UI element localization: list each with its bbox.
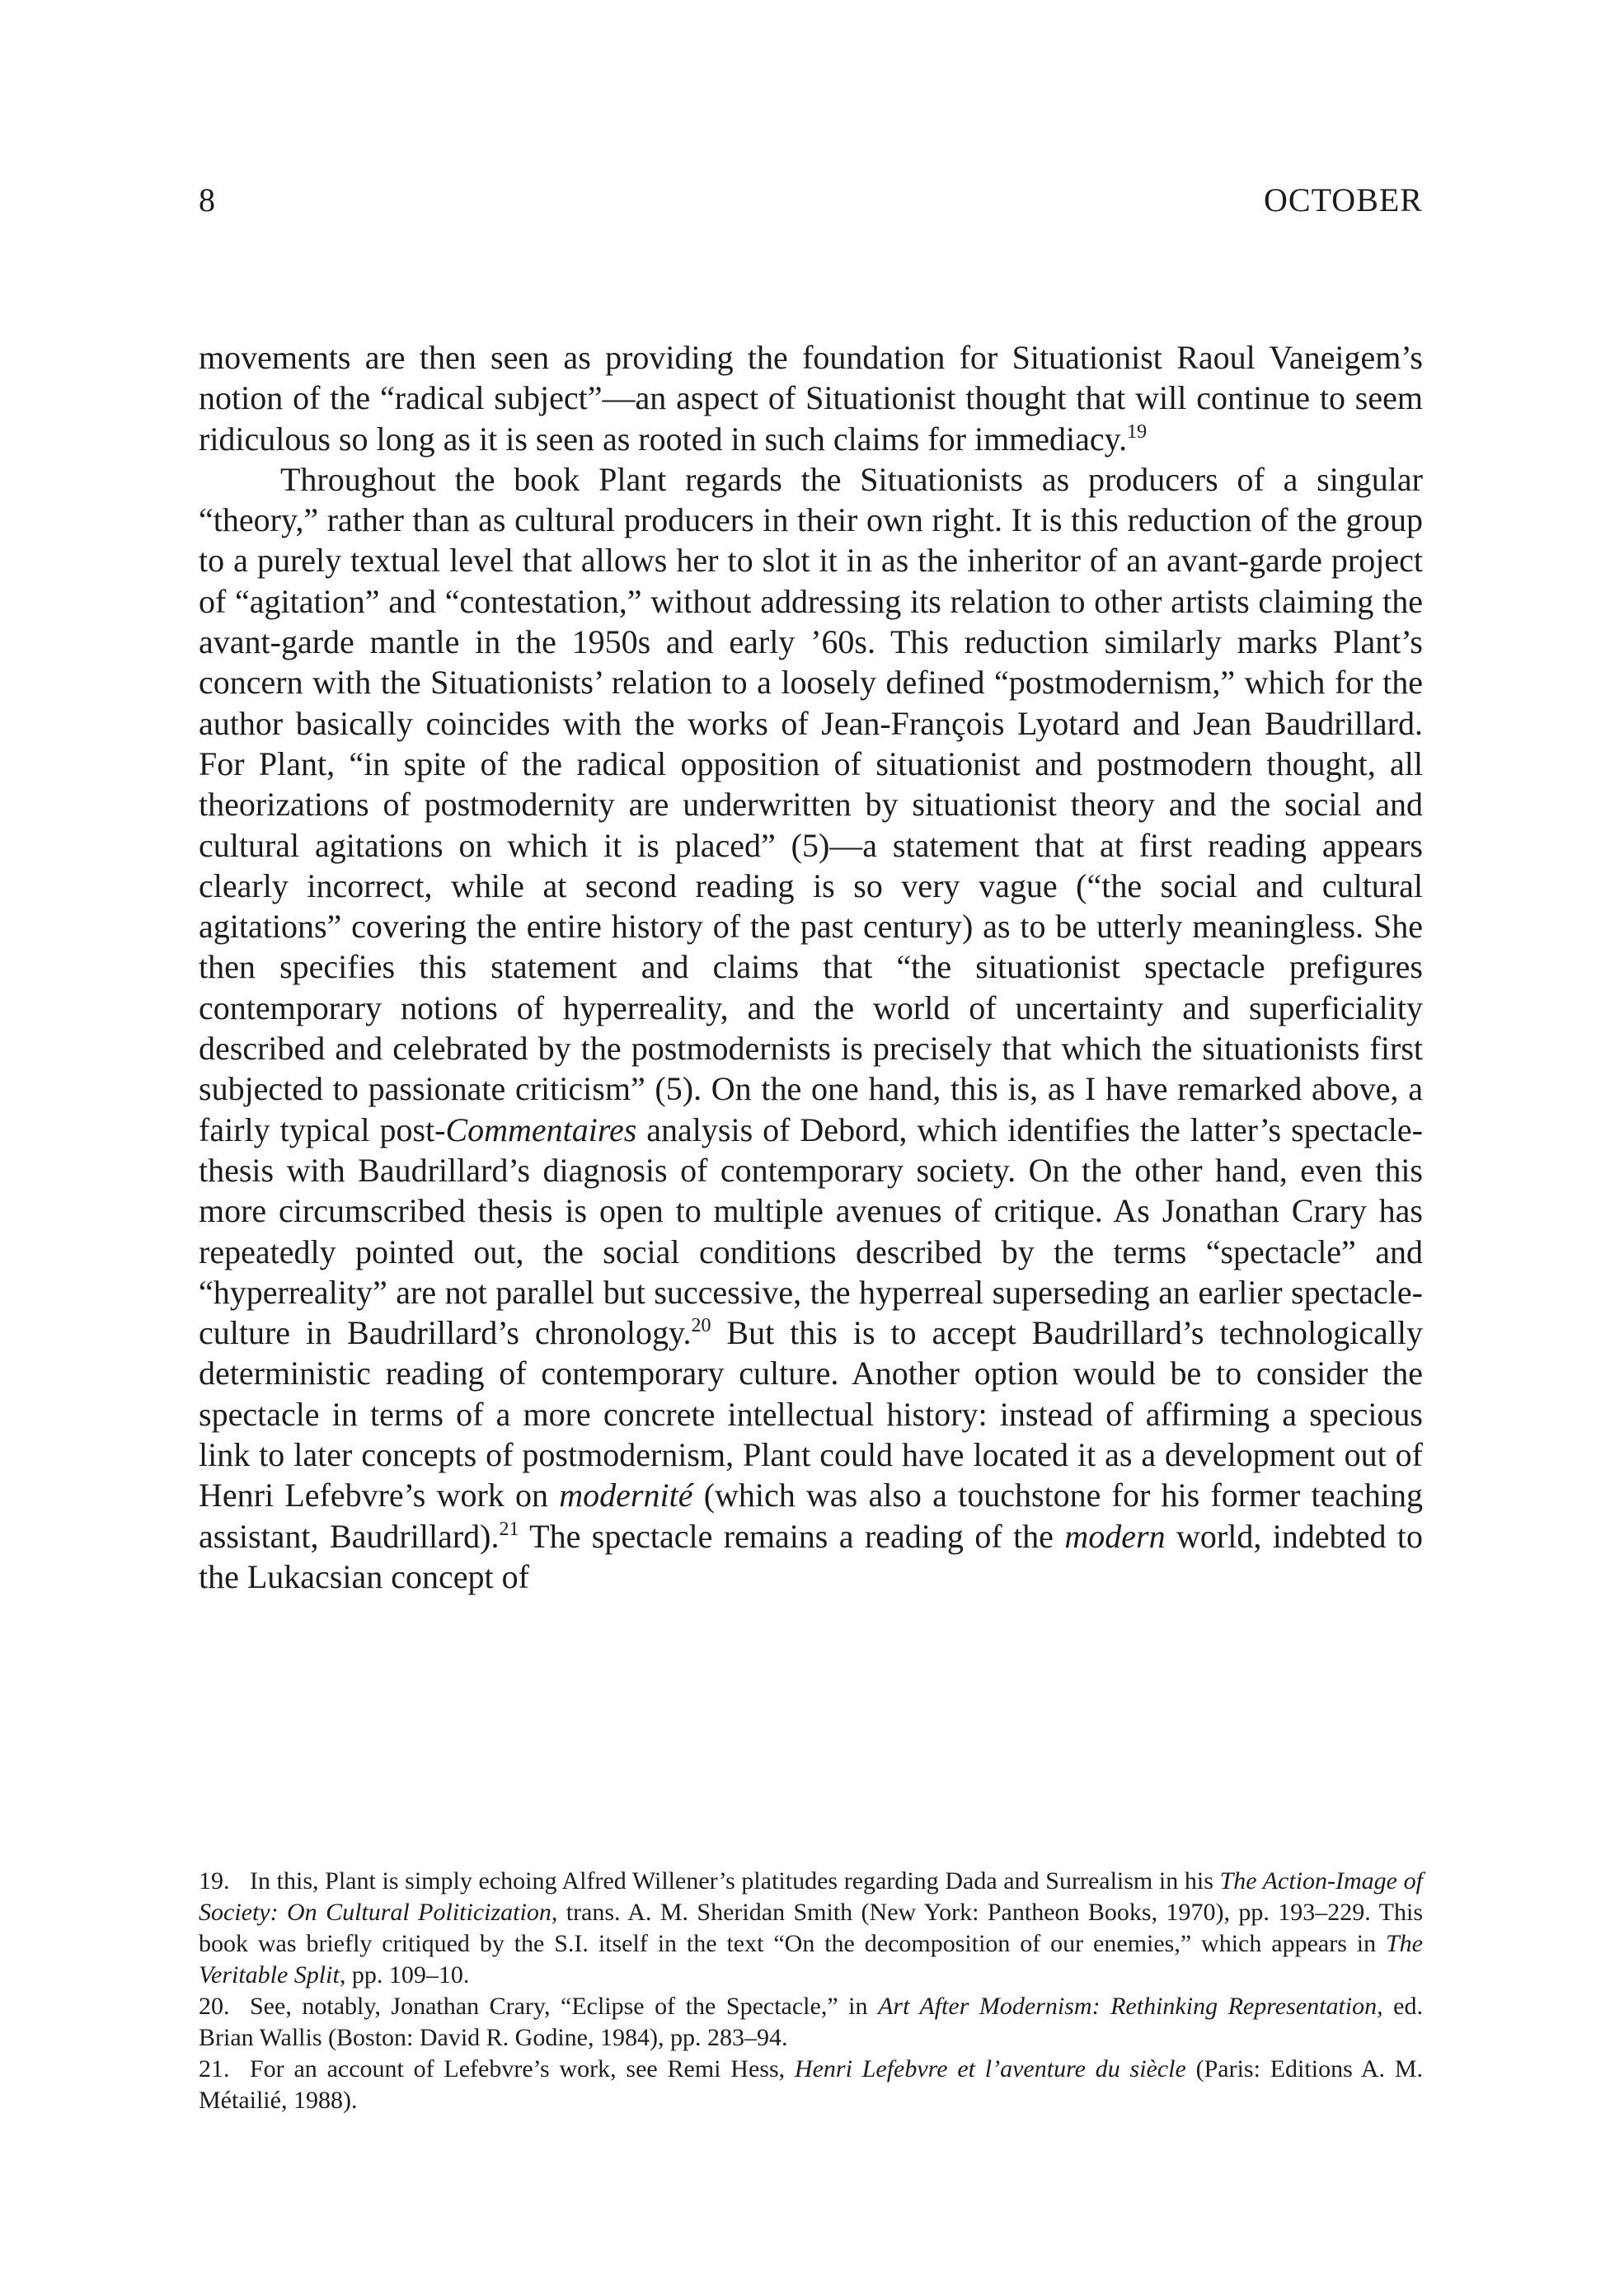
footnote-text: In this, Plant is simply echoing Alfred Willener’s platitudes regarding Dada and Surrealism in his bbox=[250, 1867, 1220, 1895]
paragraph-2-text-6: world, indebted to the Lukacsian concept of bbox=[199, 1517, 1424, 1595]
footnote-ref-20[interactable]: 20 bbox=[691, 1315, 711, 1337]
footnote-text: See, notably, Jonathan Crary, “Eclipse of the Spectacle,” in bbox=[250, 1993, 879, 2020]
paragraph-2 bbox=[199, 459, 1423, 1597]
footnote-text: trans. A. M. Sheridan Smith (New York: Pantheon Books, 1970), pp. 193–229. This book was briefly critiqued by the S.I. itself in the text “On the decomposition of our enemies,” which appears in bbox=[199, 1899, 1423, 1957]
footnote-number: 19. bbox=[199, 1867, 230, 1895]
paragraph-2-text-3: But this is to accept Baudrillard’s technologically deterministic reading of contemporary culture. Another option would be to consider the spectacle in terms of a more concrete intellectual history: instead of affirming a specious link to later concepts of postmodernism, Plant could have located it as a development out of Henri Lefebvre’s work on bbox=[199, 1314, 1424, 1514]
italic-modernite: modernité bbox=[559, 1477, 693, 1514]
footnote-italic-title: The Veritable Split, bbox=[199, 1930, 1423, 1989]
footnote-21 bbox=[199, 2054, 1423, 2116]
running-header bbox=[199, 176, 1423, 225]
paragraph-1 bbox=[199, 337, 1423, 459]
journal-title: OCTOBER bbox=[1264, 181, 1423, 218]
paragraph-2-text-4: (which was also a touchstone for his former teaching assistant, Baudrillard). bbox=[199, 1477, 1424, 1555]
footnote-italic-title: Henri Lefebvre et l’aventure du siècle bbox=[794, 2055, 1186, 2082]
page-number: 8 bbox=[199, 181, 215, 218]
main-text bbox=[199, 337, 1423, 1597]
footnote-ref-19[interactable]: 19 bbox=[1127, 420, 1148, 443]
paragraph-2-text-1: Throughout the book Plant regards the Situationists as producers of a singular “theory,” rather than as cultural producers in their own right. It is this reduction of the group to a purely textual level that allows her to slot it in as the inheritor of an avant-garde project of “agitation” and “contestation,” without addressing its relation to other artists claiming the avant-garde mantle in the 1950s and early ’60s. This reduction similarly marks Plant’s concern with the Situationists’ relation to a loosely defined “postmodernism,” which for the author basically coincides with the works of Jean-François Lyotard and Jean Baudrillard. For Plant, “in spite of the radical opposition of situationist and postmodern thought, all theorizations of postmodernity are underwritten by situationist theory and the social and cultural agitations on which it is placed” (5)—a statement that at first reading appears clearly incorrect, while at second reading is so very vague (“the social and cultural agitations” covering the entire history of the past century) as to be utterly meaningless. She then specifies this statement and claims that “the situationist spectacle prefigures contemporary notions of hyperreality, and the world of uncertainty and superficiality described and celebrated by the postmodernists is precisely that which the situationists first subjected to passionate criticism” (5). On the one hand, this is, as I have remarked above, a fairly typical post- bbox=[199, 460, 1423, 1148]
footnote-italic-title: The Action-Image of Society: On Cultural Politicization, bbox=[199, 1867, 1423, 1926]
italic-commentaires: Commentaires bbox=[445, 1110, 637, 1148]
footnote-19 bbox=[199, 1866, 1423, 1991]
paragraph-2-text-5: The spectacle remains a reading of the bbox=[519, 1517, 1065, 1555]
footnote-text: pp. 109–10. bbox=[345, 1961, 470, 1989]
footnote-text: For an account of Lefebvre’s work, see Remi Hess, bbox=[250, 2055, 795, 2082]
footnotes bbox=[199, 1866, 1423, 2116]
footnote-ref-21[interactable]: 21 bbox=[499, 1518, 519, 1540]
footnote-text: (Paris: Editions A. M. Métailié, 1988). bbox=[199, 2055, 1424, 2114]
footnote-italic-title: Art After Modernism: Rethinking Representation, bbox=[878, 1993, 1383, 2020]
paragraph-1-text: movements are then seen as providing the foundation for Situationist Raoul Vaneigem’s notion of the “radical subject”—an aspect of Situationist thought that will continue to seem ridiculous so long as it is seen as rooted in such claims for immediacy. bbox=[199, 339, 1423, 458]
footnote-number: 20. bbox=[199, 1993, 230, 2020]
italic-modern: modern bbox=[1064, 1517, 1166, 1555]
footnote-text: ed. Brian Wallis (Boston: David R. Godine, 1984), pp. 283–94. bbox=[199, 1993, 1423, 2051]
paragraph-2-text-2: analysis of Debord, which identifies the latter’s spectacle-thesis with Baudrillard’s diagnosis of contemporary society. On the other hand, even this more circumscribed thesis is open to multiple avenues of critique. As Jonathan Crary has repeatedly pointed out, the social conditions described by the terms “spectacle” and “hyperreality” are not parallel but successive, the hyperreal superseding an earlier spectacle-culture in Baudrillard’s chronology. bbox=[199, 1110, 1423, 1352]
footnote-number: 21. bbox=[199, 2055, 230, 2082]
footnote-20 bbox=[199, 1991, 1423, 2054]
